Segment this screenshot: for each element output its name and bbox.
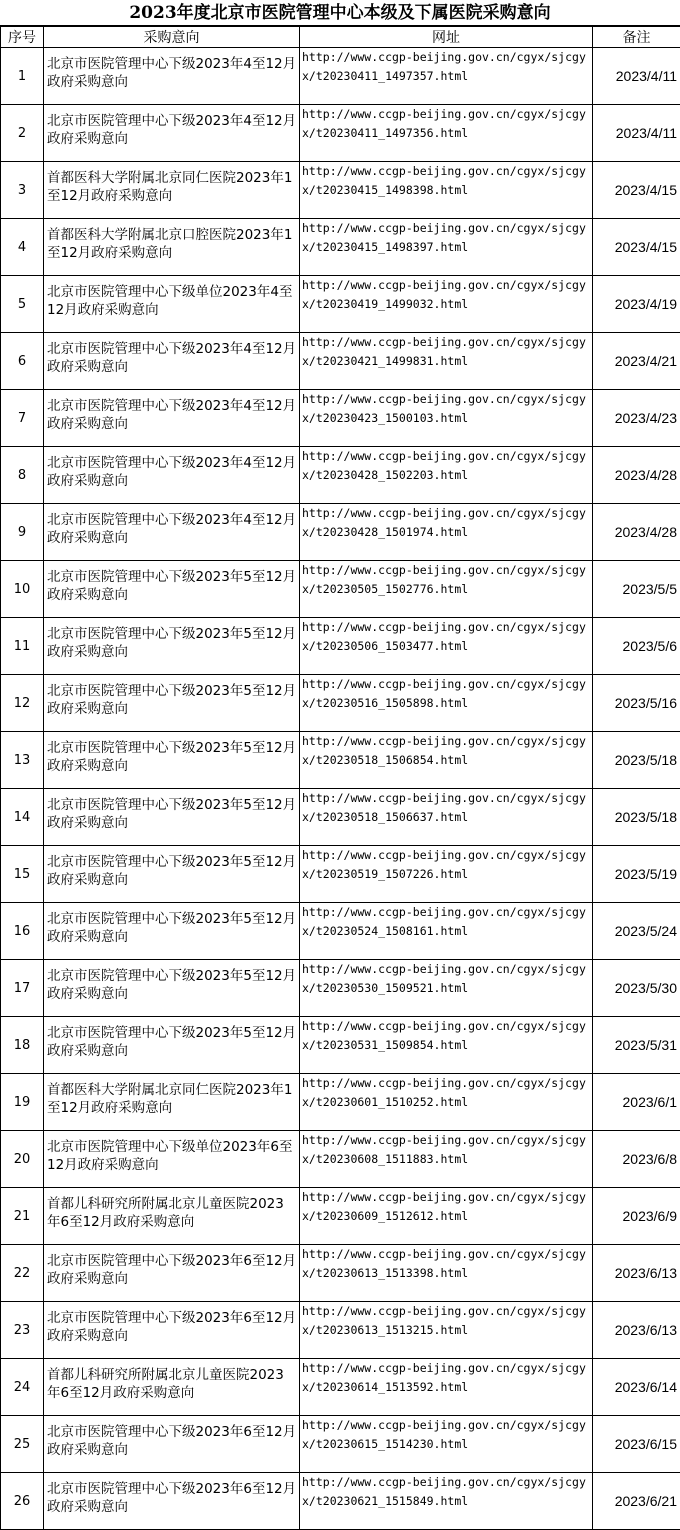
date-note: 2023/4/15 [593,162,680,219]
url-cell[interactable]: http://www.ccgp-beijing.gov.cn/cgyx/sjcgyx/t20230516_1505898.html [300,675,593,732]
table-row [1,618,680,675]
table-row [1,1245,680,1302]
url-cell[interactable]: http://www.ccgp-beijing.gov.cn/cgyx/sjcgyx/t20230530_1509521.html [300,960,593,1017]
date-note: 2023/6/21 [593,1473,680,1530]
procurement-intent: 北京市医院管理中心下级2023年5至12月政府采购意向 [44,561,300,618]
url-cell[interactable]: http://www.ccgp-beijing.gov.cn/cgyx/sjcgyx/t20230614_1513592.html [300,1359,593,1416]
table-row [1,903,680,960]
procurement-intent: 首都儿科研究所附属北京儿童医院2023年6至12月政府采购意向 [44,1188,300,1245]
url-cell[interactable]: http://www.ccgp-beijing.gov.cn/cgyx/sjcgyx/t20230411_1497356.html [300,105,593,162]
row-number: 15 [1,846,44,903]
procurement-intent: 北京市医院管理中心下级2023年6至12月政府采购意向 [44,1245,300,1302]
row-number: 22 [1,1245,44,1302]
row-number: 20 [1,1131,44,1188]
row-number: 19 [1,1074,44,1131]
date-note: 2023/4/21 [593,333,680,390]
row-number: 8 [1,447,44,504]
row-number: 7 [1,390,44,447]
procurement-intent: 北京市医院管理中心下级2023年4至12月政府采购意向 [44,390,300,447]
row-number: 23 [1,1302,44,1359]
url-cell[interactable]: http://www.ccgp-beijing.gov.cn/cgyx/sjcgyx/t20230415_1498398.html [300,162,593,219]
row-number: 4 [1,219,44,276]
url-cell[interactable]: http://www.ccgp-beijing.gov.cn/cgyx/sjcgyx/t20230608_1511883.html [300,1131,593,1188]
url-cell[interactable]: http://www.ccgp-beijing.gov.cn/cgyx/sjcgyx/t20230531_1509854.html [300,1017,593,1074]
table-row [1,333,680,390]
table-row [1,561,680,618]
date-note: 2023/4/28 [593,447,680,504]
row-number: 17 [1,960,44,1017]
url-cell[interactable]: http://www.ccgp-beijing.gov.cn/cgyx/sjcgyx/t20230613_1513398.html [300,1245,593,1302]
url-cell[interactable]: http://www.ccgp-beijing.gov.cn/cgyx/sjcgyx/t20230601_1510252.html [300,1074,593,1131]
procurement-intent: 北京市医院管理中心下级2023年4至12月政府采购意向 [44,447,300,504]
url-cell[interactable]: http://www.ccgp-beijing.gov.cn/cgyx/sjcgyx/t20230518_1506854.html [300,732,593,789]
date-note: 2023/5/31 [593,1017,680,1074]
row-number: 13 [1,732,44,789]
url-cell[interactable]: http://www.ccgp-beijing.gov.cn/cgyx/sjcgyx/t20230613_1513215.html [300,1302,593,1359]
date-note: 2023/4/11 [593,48,680,105]
date-note: 2023/5/30 [593,960,680,1017]
table-row [1,1473,680,1530]
procurement-intent: 北京市医院管理中心下级2023年5至12月政府采购意向 [44,732,300,789]
procurement-intent: 北京市医院管理中心下级单位2023年6至12月政府采购意向 [44,1131,300,1188]
table-row [1,960,680,1017]
date-note: 2023/6/15 [593,1416,680,1473]
header-intent: 采购意向 [44,27,300,48]
url-cell[interactable]: http://www.ccgp-beijing.gov.cn/cgyx/sjcgyx/t20230415_1498397.html [300,219,593,276]
date-note: 2023/5/19 [593,846,680,903]
table-row [1,219,680,276]
table-row [1,1359,680,1416]
date-note: 2023/6/14 [593,1359,680,1416]
date-note: 2023/6/9 [593,1188,680,1245]
row-number: 24 [1,1359,44,1416]
procurement-intent: 首都儿科研究所附属北京儿童医院2023年6至12月政府采购意向 [44,1359,300,1416]
url-cell[interactable]: http://www.ccgp-beijing.gov.cn/cgyx/sjcgyx/t20230519_1507226.html [300,846,593,903]
url-cell[interactable]: http://www.ccgp-beijing.gov.cn/cgyx/sjcgyx/t20230518_1506637.html [300,789,593,846]
url-cell[interactable]: http://www.ccgp-beijing.gov.cn/cgyx/sjcgyx/t20230505_1502776.html [300,561,593,618]
procurement-intent: 北京市医院管理中心下级2023年6至12月政府采购意向 [44,1302,300,1359]
procurement-intent: 北京市医院管理中心下级2023年5至12月政府采购意向 [44,903,300,960]
url-cell[interactable]: http://www.ccgp-beijing.gov.cn/cgyx/sjcgyx/t20230428_1502203.html [300,447,593,504]
date-note: 2023/6/1 [593,1074,680,1131]
procurement-intent: 北京市医院管理中心下级2023年5至12月政府采购意向 [44,675,300,732]
row-number: 25 [1,1416,44,1473]
procurement-intent: 北京市医院管理中心下级2023年5至12月政府采购意向 [44,618,300,675]
procurement-intent: 首都医科大学附属北京同仁医院2023年1至12月政府采购意向 [44,162,300,219]
table-row [1,1074,680,1131]
procurement-intent: 首都医科大学附属北京口腔医院2023年1至12月政府采购意向 [44,219,300,276]
row-number: 6 [1,333,44,390]
table-row [1,846,680,903]
date-note: 2023/5/5 [593,561,680,618]
row-number: 9 [1,504,44,561]
procurement-intent: 北京市医院管理中心下级2023年6至12月政府采购意向 [44,1416,300,1473]
page-title: 2023年度北京市医院管理中心本级及下属医院采购意向 [0,0,680,26]
table-row [1,1416,680,1473]
procurement-intent: 北京市医院管理中心下级单位2023年4至12月政府采购意向 [44,276,300,333]
table-row [1,675,680,732]
header-num: 序号 [1,27,44,48]
procurement-intent: 北京市医院管理中心下级2023年5至12月政府采购意向 [44,789,300,846]
procurement-intent: 北京市医院管理中心下级2023年4至12月政府采购意向 [44,105,300,162]
table-row [1,105,680,162]
header-row [1,27,680,48]
row-number: 3 [1,162,44,219]
url-cell[interactable]: http://www.ccgp-beijing.gov.cn/cgyx/sjcgyx/t20230524_1508161.html [300,903,593,960]
procurement-intent: 北京市医院管理中心下级2023年5至12月政府采购意向 [44,846,300,903]
row-number: 14 [1,789,44,846]
procurement-table [0,26,680,1530]
procurement-intent: 北京市医院管理中心下级2023年4至12月政府采购意向 [44,48,300,105]
table-row [1,447,680,504]
date-note: 2023/5/18 [593,732,680,789]
table-row [1,390,680,447]
url-cell[interactable]: http://www.ccgp-beijing.gov.cn/cgyx/sjcgyx/t20230506_1503477.html [300,618,593,675]
date-note: 2023/4/28 [593,504,680,561]
row-number: 21 [1,1188,44,1245]
row-number: 26 [1,1473,44,1530]
date-note: 2023/4/11 [593,105,680,162]
url-cell[interactable]: http://www.ccgp-beijing.gov.cn/cgyx/sjcgyx/t20230428_1501974.html [300,504,593,561]
date-note: 2023/5/6 [593,618,680,675]
url-cell[interactable]: http://www.ccgp-beijing.gov.cn/cgyx/sjcgyx/t20230615_1514230.html [300,1416,593,1473]
row-number: 10 [1,561,44,618]
date-note: 2023/6/13 [593,1245,680,1302]
header-url: 网址 [300,27,593,48]
date-note: 2023/5/16 [593,675,680,732]
row-number: 18 [1,1017,44,1074]
table-row [1,504,680,561]
table-row [1,1017,680,1074]
date-note: 2023/6/13 [593,1302,680,1359]
table-row [1,1188,680,1245]
row-number: 16 [1,903,44,960]
procurement-intent: 北京市医院管理中心下级2023年4至12月政府采购意向 [44,504,300,561]
date-note: 2023/4/23 [593,390,680,447]
table-row [1,1302,680,1359]
header-note: 备注 [593,27,680,48]
url-cell[interactable]: http://www.ccgp-beijing.gov.cn/cgyx/sjcgyx/t20230411_1497357.html [300,48,593,105]
table-row [1,789,680,846]
procurement-intent: 北京市医院管理中心下级2023年6至12月政府采购意向 [44,1473,300,1530]
procurement-intent: 北京市医院管理中心下级2023年4至12月政府采购意向 [44,333,300,390]
table-row [1,732,680,789]
row-number: 1 [1,48,44,105]
url-cell[interactable]: http://www.ccgp-beijing.gov.cn/cgyx/sjcgyx/t20230419_1499032.html [300,276,593,333]
row-number: 5 [1,276,44,333]
url-cell[interactable]: http://www.ccgp-beijing.gov.cn/cgyx/sjcgyx/t20230621_1515849.html [300,1473,593,1530]
url-cell[interactable]: http://www.ccgp-beijing.gov.cn/cgyx/sjcgyx/t20230609_1512612.html [300,1188,593,1245]
date-note: 2023/5/24 [593,903,680,960]
procurement-intent: 首都医科大学附属北京同仁医院2023年1至12月政府采购意向 [44,1074,300,1131]
url-cell[interactable]: http://www.ccgp-beijing.gov.cn/cgyx/sjcgyx/t20230423_1500103.html [300,390,593,447]
procurement-intent: 北京市医院管理中心下级2023年5至12月政府采购意向 [44,960,300,1017]
table-row [1,48,680,105]
table-row [1,162,680,219]
date-note: 2023/6/8 [593,1131,680,1188]
date-note: 2023/4/15 [593,219,680,276]
url-cell[interactable]: http://www.ccgp-beijing.gov.cn/cgyx/sjcgyx/t20230421_1499831.html [300,333,593,390]
row-number: 11 [1,618,44,675]
date-note: 2023/5/18 [593,789,680,846]
row-number: 12 [1,675,44,732]
procurement-intent: 北京市医院管理中心下级2023年5至12月政府采购意向 [44,1017,300,1074]
date-note: 2023/4/19 [593,276,680,333]
row-number: 2 [1,105,44,162]
table-row [1,276,680,333]
table-row [1,1131,680,1188]
